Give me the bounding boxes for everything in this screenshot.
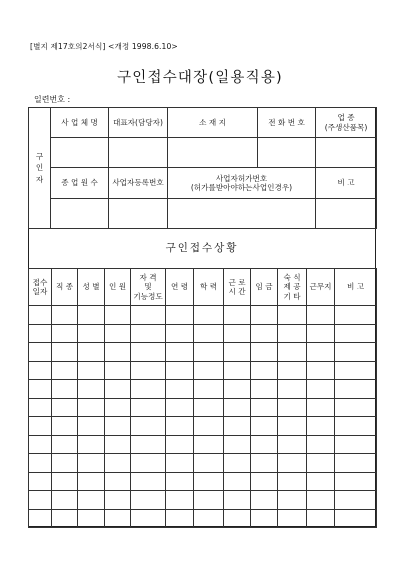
- receipt-cell[interactable]: [166, 343, 194, 362]
- receipt-cell[interactable]: [307, 417, 335, 436]
- receipt-cell[interactable]: [307, 398, 335, 417]
- receipt-column-header: 직 종: [52, 269, 78, 306]
- receipt-cell[interactable]: [52, 324, 78, 343]
- receipt-cell[interactable]: [224, 509, 251, 528]
- table-row: [29, 361, 377, 380]
- table-row: [29, 435, 377, 454]
- receipt-cell[interactable]: [52, 306, 78, 325]
- receipt-cell[interactable]: [105, 435, 131, 454]
- representative-field[interactable]: [109, 138, 168, 168]
- receipt-cell[interactable]: [335, 380, 377, 399]
- receipt-cell[interactable]: [29, 306, 52, 325]
- table-row: [29, 398, 377, 417]
- receipt-cell[interactable]: [278, 417, 307, 436]
- receipt-cell[interactable]: [251, 380, 278, 399]
- receipt-column-header: 성 별: [78, 269, 105, 306]
- receipt-cell[interactable]: [131, 324, 166, 343]
- receipt-cell[interactable]: [52, 398, 78, 417]
- receipt-cell[interactable]: [166, 361, 194, 380]
- receipt-cell[interactable]: [251, 398, 278, 417]
- receipt-cell[interactable]: [78, 509, 105, 528]
- phone-field[interactable]: [258, 138, 316, 168]
- business-permit-field[interactable]: [168, 199, 316, 229]
- receipt-cell[interactable]: [194, 324, 224, 343]
- receipt-cell[interactable]: [335, 509, 377, 528]
- receipt-column-header: 인 원: [105, 269, 131, 306]
- receipt-cell[interactable]: [335, 454, 377, 473]
- receipt-cell[interactable]: [131, 361, 166, 380]
- receipt-column-header: 접수 일자: [29, 269, 52, 306]
- receipt-cell[interactable]: [29, 435, 52, 454]
- receipt-cell[interactable]: [29, 361, 52, 380]
- receipt-cell[interactable]: [278, 324, 307, 343]
- receipt-cell[interactable]: [131, 435, 166, 454]
- receipt-cell[interactable]: [278, 472, 307, 491]
- receipt-cell[interactable]: [251, 324, 278, 343]
- receipt-cell[interactable]: [29, 417, 52, 436]
- receipt-cell[interactable]: [194, 398, 224, 417]
- receipt-cell[interactable]: [278, 454, 307, 473]
- receipt-cell[interactable]: [52, 343, 78, 362]
- receipt-cell[interactable]: [194, 491, 224, 510]
- receipt-cell[interactable]: [278, 361, 307, 380]
- receipt-cell[interactable]: [29, 509, 52, 528]
- receipt-cell[interactable]: [78, 361, 105, 380]
- business-name-field[interactable]: [51, 138, 109, 168]
- receipt-cell[interactable]: [194, 343, 224, 362]
- receipt-cell[interactable]: [278, 380, 307, 399]
- industry-field[interactable]: [316, 138, 377, 168]
- receipt-cell[interactable]: [224, 306, 251, 325]
- receipt-cell[interactable]: [131, 472, 166, 491]
- receipt-cell[interactable]: [78, 472, 105, 491]
- receipt-cell[interactable]: [105, 361, 131, 380]
- table-row: [29, 509, 377, 528]
- receipt-cell[interactable]: [335, 306, 377, 325]
- receipt-cell[interactable]: [78, 454, 105, 473]
- receipt-cell[interactable]: [78, 343, 105, 362]
- receipt-cell[interactable]: [78, 324, 105, 343]
- receipt-column-header: 학 력: [194, 269, 224, 306]
- receipt-cell[interactable]: [29, 343, 52, 362]
- serial-number-label: 일련번호 :: [34, 95, 71, 104]
- receipt-cell[interactable]: [105, 454, 131, 473]
- receipt-cell[interactable]: [131, 509, 166, 528]
- receipt-cell[interactable]: [52, 361, 78, 380]
- receipt-cell[interactable]: [131, 454, 166, 473]
- receipt-cell[interactable]: [29, 380, 52, 399]
- receipt-column-header: 임 금: [251, 269, 278, 306]
- employee-count-field[interactable]: [51, 199, 109, 229]
- receipt-cell[interactable]: [29, 324, 52, 343]
- receipt-cell[interactable]: [166, 306, 194, 325]
- receipt-cell[interactable]: [307, 491, 335, 510]
- receipt-cell[interactable]: [166, 398, 194, 417]
- receipt-cell[interactable]: [166, 454, 194, 473]
- business-reg-number-header: 사업자등록번호: [109, 168, 168, 199]
- location-field[interactable]: [168, 138, 258, 168]
- employer-side-label: 구인자: [29, 108, 51, 229]
- receipt-cell[interactable]: [131, 306, 166, 325]
- receipt-cell[interactable]: [29, 472, 52, 491]
- table-row: [29, 343, 377, 362]
- receipt-cell[interactable]: [131, 380, 166, 399]
- receipt-cell[interactable]: [105, 324, 131, 343]
- page-title: 구인접수대장(일용직용): [117, 70, 283, 86]
- receipt-cell[interactable]: [335, 324, 377, 343]
- table-row: [29, 306, 377, 325]
- receipt-column-header: 연 령: [166, 269, 194, 306]
- receipt-cell[interactable]: [78, 491, 105, 510]
- receipt-cell[interactable]: [194, 472, 224, 491]
- receipt-status-table: [28, 268, 377, 528]
- receipt-cell[interactable]: [224, 380, 251, 399]
- receipt-cell[interactable]: [251, 509, 278, 528]
- receipt-cell[interactable]: [194, 361, 224, 380]
- receipt-cell[interactable]: [251, 454, 278, 473]
- receipt-cell[interactable]: [194, 454, 224, 473]
- receipt-cell[interactable]: [131, 491, 166, 510]
- receipt-column-header: 비 고: [335, 269, 377, 306]
- receipt-cell[interactable]: [194, 509, 224, 528]
- receipt-cell[interactable]: [166, 380, 194, 399]
- receipt-cell[interactable]: [335, 398, 377, 417]
- receipt-cell[interactable]: [52, 435, 78, 454]
- receipt-cell[interactable]: [131, 398, 166, 417]
- receipt-cell[interactable]: [194, 380, 224, 399]
- receipt-cell[interactable]: [224, 472, 251, 491]
- receipt-cell[interactable]: [224, 435, 251, 454]
- receipt-cell[interactable]: [335, 472, 377, 491]
- receipt-cell[interactable]: [278, 398, 307, 417]
- business-permit-header: 사업자허가번호 (허가를받아야하는사업인경우): [168, 168, 316, 199]
- receipt-cell[interactable]: [166, 472, 194, 491]
- table-row: [29, 491, 377, 510]
- receipt-cell[interactable]: [307, 324, 335, 343]
- receipt-cell[interactable]: [52, 380, 78, 399]
- industry-header: 업 종 (주생산품목): [316, 108, 377, 138]
- receipt-cell[interactable]: [78, 417, 105, 436]
- receipt-cell[interactable]: [335, 435, 377, 454]
- receipt-cell[interactable]: [278, 306, 307, 325]
- table-row: [29, 324, 377, 343]
- receipt-cell[interactable]: [251, 343, 278, 362]
- receipt-cell[interactable]: [52, 491, 78, 510]
- receipt-cell[interactable]: [251, 417, 278, 436]
- receipt-column-header: 근무지: [307, 269, 335, 306]
- remarks-field[interactable]: [316, 199, 377, 229]
- receipt-cell[interactable]: [278, 491, 307, 510]
- receipt-cell[interactable]: [105, 380, 131, 399]
- receipt-cell[interactable]: [131, 417, 166, 436]
- receipt-cell[interactable]: [166, 324, 194, 343]
- receipt-cell[interactable]: [78, 398, 105, 417]
- remarks-header: 비 고: [316, 168, 377, 199]
- receipt-cell[interactable]: [307, 472, 335, 491]
- receipt-cell[interactable]: [224, 324, 251, 343]
- receipt-cell[interactable]: [52, 454, 78, 473]
- business-reg-number-field[interactable]: [109, 199, 168, 229]
- receipt-cell[interactable]: [166, 435, 194, 454]
- table-row: [29, 380, 377, 399]
- employer-info-table: [28, 107, 377, 229]
- receipt-cell[interactable]: [224, 343, 251, 362]
- receipt-cell[interactable]: [251, 491, 278, 510]
- receipt-section-title: 구인접수상황: [165, 242, 239, 254]
- receipt-cell[interactable]: [278, 343, 307, 362]
- receipt-cell[interactable]: [224, 398, 251, 417]
- receipt-cell[interactable]: [166, 509, 194, 528]
- employee-count-header: 종 업 원 수: [51, 168, 109, 199]
- receipt-cell[interactable]: [224, 454, 251, 473]
- receipt-cell[interactable]: [251, 361, 278, 380]
- receipt-cell[interactable]: [78, 306, 105, 325]
- representative-header: 대표자(담당자): [109, 108, 168, 138]
- receipt-cell[interactable]: [307, 361, 335, 380]
- receipt-cell[interactable]: [307, 509, 335, 528]
- receipt-column-header: 근 로 시 간: [224, 269, 251, 306]
- receipt-cell[interactable]: [105, 509, 131, 528]
- receipt-cell[interactable]: [194, 417, 224, 436]
- receipt-cell[interactable]: [307, 380, 335, 399]
- receipt-cell[interactable]: [194, 306, 224, 325]
- receipt-cell[interactable]: [251, 306, 278, 325]
- receipt-cell[interactable]: [251, 435, 278, 454]
- receipt-cell[interactable]: [105, 472, 131, 491]
- table-row: [29, 472, 377, 491]
- receipt-cell[interactable]: [29, 491, 52, 510]
- receipt-column-header: 숙 식 제 공 기 타: [278, 269, 307, 306]
- location-header: 소 재 지: [168, 108, 258, 138]
- receipt-cell[interactable]: [278, 509, 307, 528]
- receipt-cell[interactable]: [105, 398, 131, 417]
- receipt-cell[interactable]: [224, 361, 251, 380]
- receipt-cell[interactable]: [105, 306, 131, 325]
- business-name-header: 사 업 체 명: [51, 108, 109, 138]
- receipt-cell[interactable]: [52, 509, 78, 528]
- receipt-cell[interactable]: [224, 417, 251, 436]
- receipt-cell[interactable]: [166, 417, 194, 436]
- receipt-column-header: 자 격 및 기능정도: [131, 269, 166, 306]
- receipt-cell[interactable]: [335, 491, 377, 510]
- receipt-cell[interactable]: [335, 361, 377, 380]
- receipt-cell[interactable]: [307, 343, 335, 362]
- table-row: [29, 417, 377, 436]
- receipt-cell[interactable]: [105, 417, 131, 436]
- receipt-cell[interactable]: [307, 306, 335, 325]
- receipt-cell[interactable]: [307, 454, 335, 473]
- receipt-cell[interactable]: [194, 435, 224, 454]
- receipt-cell[interactable]: [105, 343, 131, 362]
- receipt-cell[interactable]: [29, 398, 52, 417]
- receipt-cell[interactable]: [335, 343, 377, 362]
- phone-header: 전 화 번 호: [258, 108, 316, 138]
- receipt-cell[interactable]: [29, 454, 52, 473]
- receipt-cell[interactable]: [224, 491, 251, 510]
- form-number-note: [별지 제17호의2서식] <개정 1998.6.10>: [30, 42, 178, 51]
- receipt-cell[interactable]: [105, 491, 131, 510]
- receipt-cell[interactable]: [251, 472, 278, 491]
- receipt-cell[interactable]: [335, 417, 377, 436]
- receipt-cell[interactable]: [131, 343, 166, 362]
- receipt-cell[interactable]: [52, 472, 78, 491]
- receipt-cell[interactable]: [52, 417, 78, 436]
- receipt-cell[interactable]: [166, 491, 194, 510]
- table-row: [29, 454, 377, 473]
- receipt-cell[interactable]: [78, 380, 105, 399]
- receipt-cell[interactable]: [278, 435, 307, 454]
- receipt-cell[interactable]: [78, 435, 105, 454]
- receipt-cell[interactable]: [307, 435, 335, 454]
